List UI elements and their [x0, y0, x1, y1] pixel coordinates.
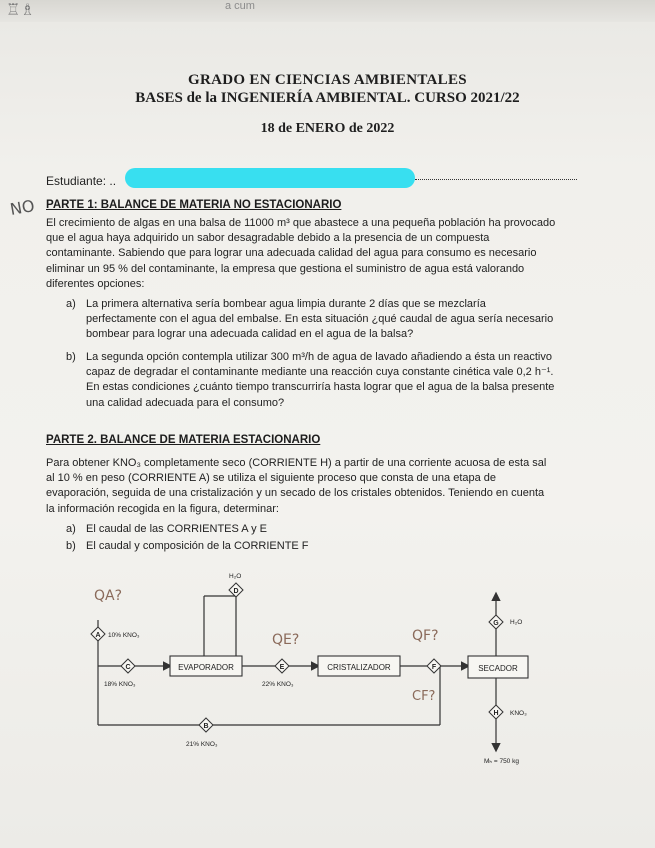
handwritten-no: NO: [8, 196, 37, 219]
h2o-top-label: H₂O: [229, 573, 242, 580]
svg-text:B: B: [203, 723, 209, 730]
part2-intro-line: la información recogida en la figura, determinar:: [46, 502, 279, 515]
part2-intro-line: al 10 % en peso (CORRIENTE A) se utiliza el siguiente proceso que consta de una etapa de: [46, 472, 497, 485]
svg-text:C: C: [125, 664, 131, 671]
part1-question-b: [66, 350, 606, 414]
crystallizer-label: CRISTALIZADOR: [327, 663, 391, 672]
question-line: capaz de degradar el contaminante mediante una reacción cuya constante cinética vale 0,2 h⁻¹.: [86, 366, 554, 379]
part1-heading: PARTE 1: BALANCE DE MATERIA NO ESTACIONARIO: [46, 199, 342, 211]
h-composition: KNO₃: [510, 710, 527, 717]
part2-intro-line: evaporación, seguida de una cristalización y un secado de los cristales obtenidos. Teniendo en cuenta: [46, 487, 545, 500]
stream-c-marker: [121, 659, 135, 673]
redaction-bar: [125, 168, 415, 188]
handwritten-qf: QF?: [412, 628, 439, 644]
svg-text:F: F: [431, 664, 437, 671]
stream-b-marker: [199, 718, 213, 732]
question-line: una calidad adecuada para el consumo?: [86, 396, 285, 409]
exam-date: 18 de ENERO de 2022: [260, 121, 395, 136]
mh-label: Mₕ = 750 kg: [484, 758, 519, 765]
stream-f-marker: [427, 659, 441, 673]
logo-icon: ♖♗: [6, 2, 35, 19]
degree-title: GRADO EN CIENCIAS AMBIENTALES: [188, 72, 467, 88]
part1-intro-line: El crecimiento de algas en una balsa de 11000 m³ que abastece a una pequeña población ha provocado: [46, 217, 556, 229]
question-line: La segunda opción contempla utilizar 300 m³/h de agua de lavado añadiendo a ésta un reactivo: [86, 351, 552, 363]
part1-intro-line: diferentes opciones:: [46, 277, 145, 290]
course-title: BASES de la INGENIERÍA AMBIENTAL. CURSO 2021/22: [135, 90, 520, 106]
stream-e-marker: [275, 659, 289, 673]
process-diagram: [0, 560, 655, 800]
part1-question-a: [66, 297, 606, 347]
part1-intro-line: que el agua haya adquirido un sabor desagradable debido a la presencia de un compuesta: [46, 232, 490, 245]
question-text: El caudal de las CORRIENTES A y E: [86, 523, 267, 535]
svg-text:E: E: [279, 664, 285, 671]
part2-question-a: [66, 522, 466, 538]
stream-d-marker: [229, 583, 243, 597]
a-composition: 10% KNO₃: [108, 632, 140, 639]
question-line: En estas condiciones ¿cuánto tiempo transcurriría hasta lograr que el agua de la balsa presente: [86, 381, 555, 394]
c-composition: 18% KNO₃: [104, 681, 136, 688]
part2-intro: [46, 456, 602, 517]
stream-g-marker: [489, 615, 503, 629]
part1-intro: [46, 216, 602, 292]
student-label: Estudiante: ..: [46, 174, 117, 188]
question-line: perfectamente con el agua del embalse. En esta situación ¿qué caudal de agua sería necesario: [86, 313, 554, 326]
part2-intro-line: Para obtener KNO₃ completamente seco (CORRIENTE H) a partir de una corriente acuosa de esta sal: [46, 457, 547, 469]
h2o-right-label: H₂O: [510, 619, 523, 626]
e-composition: 22% KNO₃: [262, 681, 294, 688]
question-label: b): [66, 351, 76, 363]
svg-text:A: A: [95, 632, 101, 639]
part1-intro-line: eliminar un 95 % del contaminante, la empresa que gestiona el suministro de agua está valorando: [46, 262, 525, 275]
svg-text:H: H: [493, 710, 499, 717]
question-label: a): [66, 523, 76, 535]
top-scribble: a cum: [225, 0, 255, 12]
student-dotted-line: [415, 179, 577, 180]
b-composition: 21% KNO₃: [186, 741, 218, 748]
question-text: El caudal y composición de la CORRIENTE F: [86, 540, 309, 552]
question-label: a): [66, 298, 76, 310]
handwritten-cf: CF?: [412, 689, 436, 704]
handwritten-qe: QE?: [272, 632, 300, 648]
part2-heading: PARTE 2. BALANCE DE MATERIA ESTACIONARIO: [46, 434, 321, 446]
top-strip: [0, 0, 655, 22]
part2-question-b: [66, 539, 466, 555]
handwritten-qa: QA?: [94, 588, 123, 604]
evaporator-label: EVAPORADOR: [178, 663, 234, 672]
question-label: b): [66, 540, 76, 552]
question-line: bombear para lograr una adecuada calidad en el agua de la balsa?: [86, 328, 414, 341]
dryer-label: SECADOR: [478, 664, 518, 673]
stream-a-marker: [91, 627, 105, 641]
svg-text:D: D: [233, 588, 239, 595]
svg-text:G: G: [493, 620, 499, 627]
stream-h-marker: [489, 705, 503, 719]
question-line: La primera alternativa sería bombear agua limpia durante 2 días que se mezclaría: [86, 298, 486, 310]
part1-intro-line: contaminante. Sabiendo que para lograr una adecuada calidad del agua para consumo es necesario: [46, 247, 537, 260]
